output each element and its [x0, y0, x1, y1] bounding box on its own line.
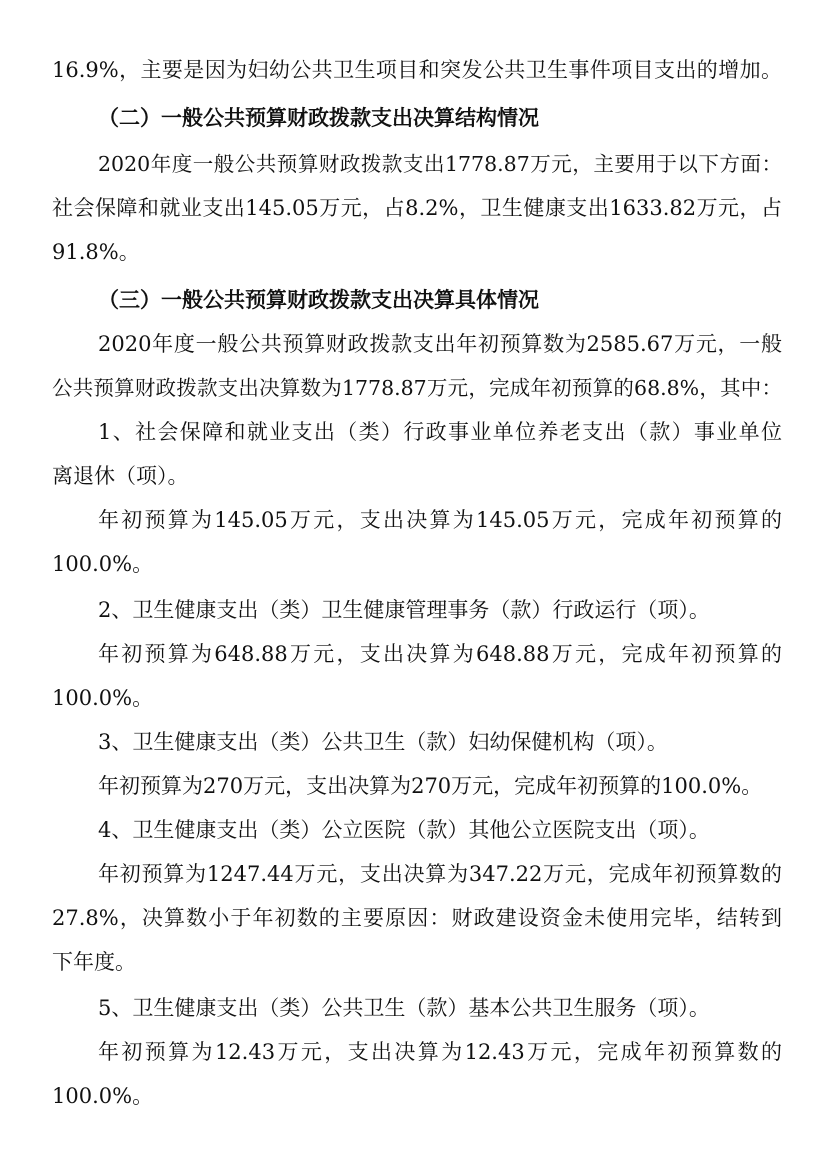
text-line: 年初预算为12.43万元，支出决算为12.43万元，完成年初预算数的	[98, 1040, 782, 1064]
section-heading: （二）一般公共预算财政拨款支出决算结构情况	[98, 106, 539, 130]
text-line: 社会保障和就业支出145.05万元，占8.2%，卫生健康支出1633.82万元，占	[52, 196, 782, 220]
text-line: 离退休（项）。	[52, 464, 189, 488]
text-line: 91.8%。	[52, 240, 140, 264]
text-line: 年初预算为648.88万元，支出决算为648.88万元，完成年初预算的	[98, 642, 782, 666]
text-line: 下年度。	[52, 950, 136, 974]
text-line: 4、卫生健康支出（类）公立医院（款）其他公立医院支出（项）。	[98, 818, 710, 842]
text-line: 公共预算财政拨款支出决算数为1778.87万元，完成年初预算的68.8%，其中：	[52, 376, 782, 400]
text-line: 100.0%。	[52, 686, 154, 710]
text-line: 2020年度一般公共预算财政拨款支出1778.87万元，主要用于以下方面：	[98, 152, 782, 176]
text-line: 3、卫生健康支出（类）公共卫生（款）妇幼保健机构（项）。	[98, 730, 668, 754]
text-line: 年初预算为270万元，支出决算为270万元，完成年初预算的100.0%。	[98, 774, 763, 798]
text-line: 2、卫生健康支出（类）卫生健康管理事务（款）行政运行（项）。	[98, 598, 710, 622]
text-line: 16.9%，主要是因为妇幼公共卫生项目和突发公共卫生事件项目支出的增加。	[52, 58, 782, 82]
text-line: 100.0%。	[52, 552, 154, 576]
text-line: 年初预算为145.05万元，支出决算为145.05万元，完成年初预算的	[98, 508, 782, 532]
text-line: 年初预算为1247.44万元，支出决算为347.22万元，完成年初预算数的	[98, 862, 782, 886]
section-heading: （三）一般公共预算财政拨款支出决算具体情况	[98, 288, 539, 312]
text-line: 1、社会保障和就业支出（类）行政事业单位养老支出（款）事业单位	[98, 420, 782, 444]
text-line: 27.8%，决算数小于年初数的主要原因：财政建设资金未使用完毕，结转到	[52, 906, 782, 930]
text-line: 2020年度一般公共预算财政拨款支出年初预算数为2585.67万元，一般	[98, 332, 782, 356]
text-line: 5、卫生健康支出（类）公共卫生（款）基本公共卫生服务（项）。	[98, 996, 710, 1020]
text-line: 100.0%。	[52, 1084, 154, 1108]
